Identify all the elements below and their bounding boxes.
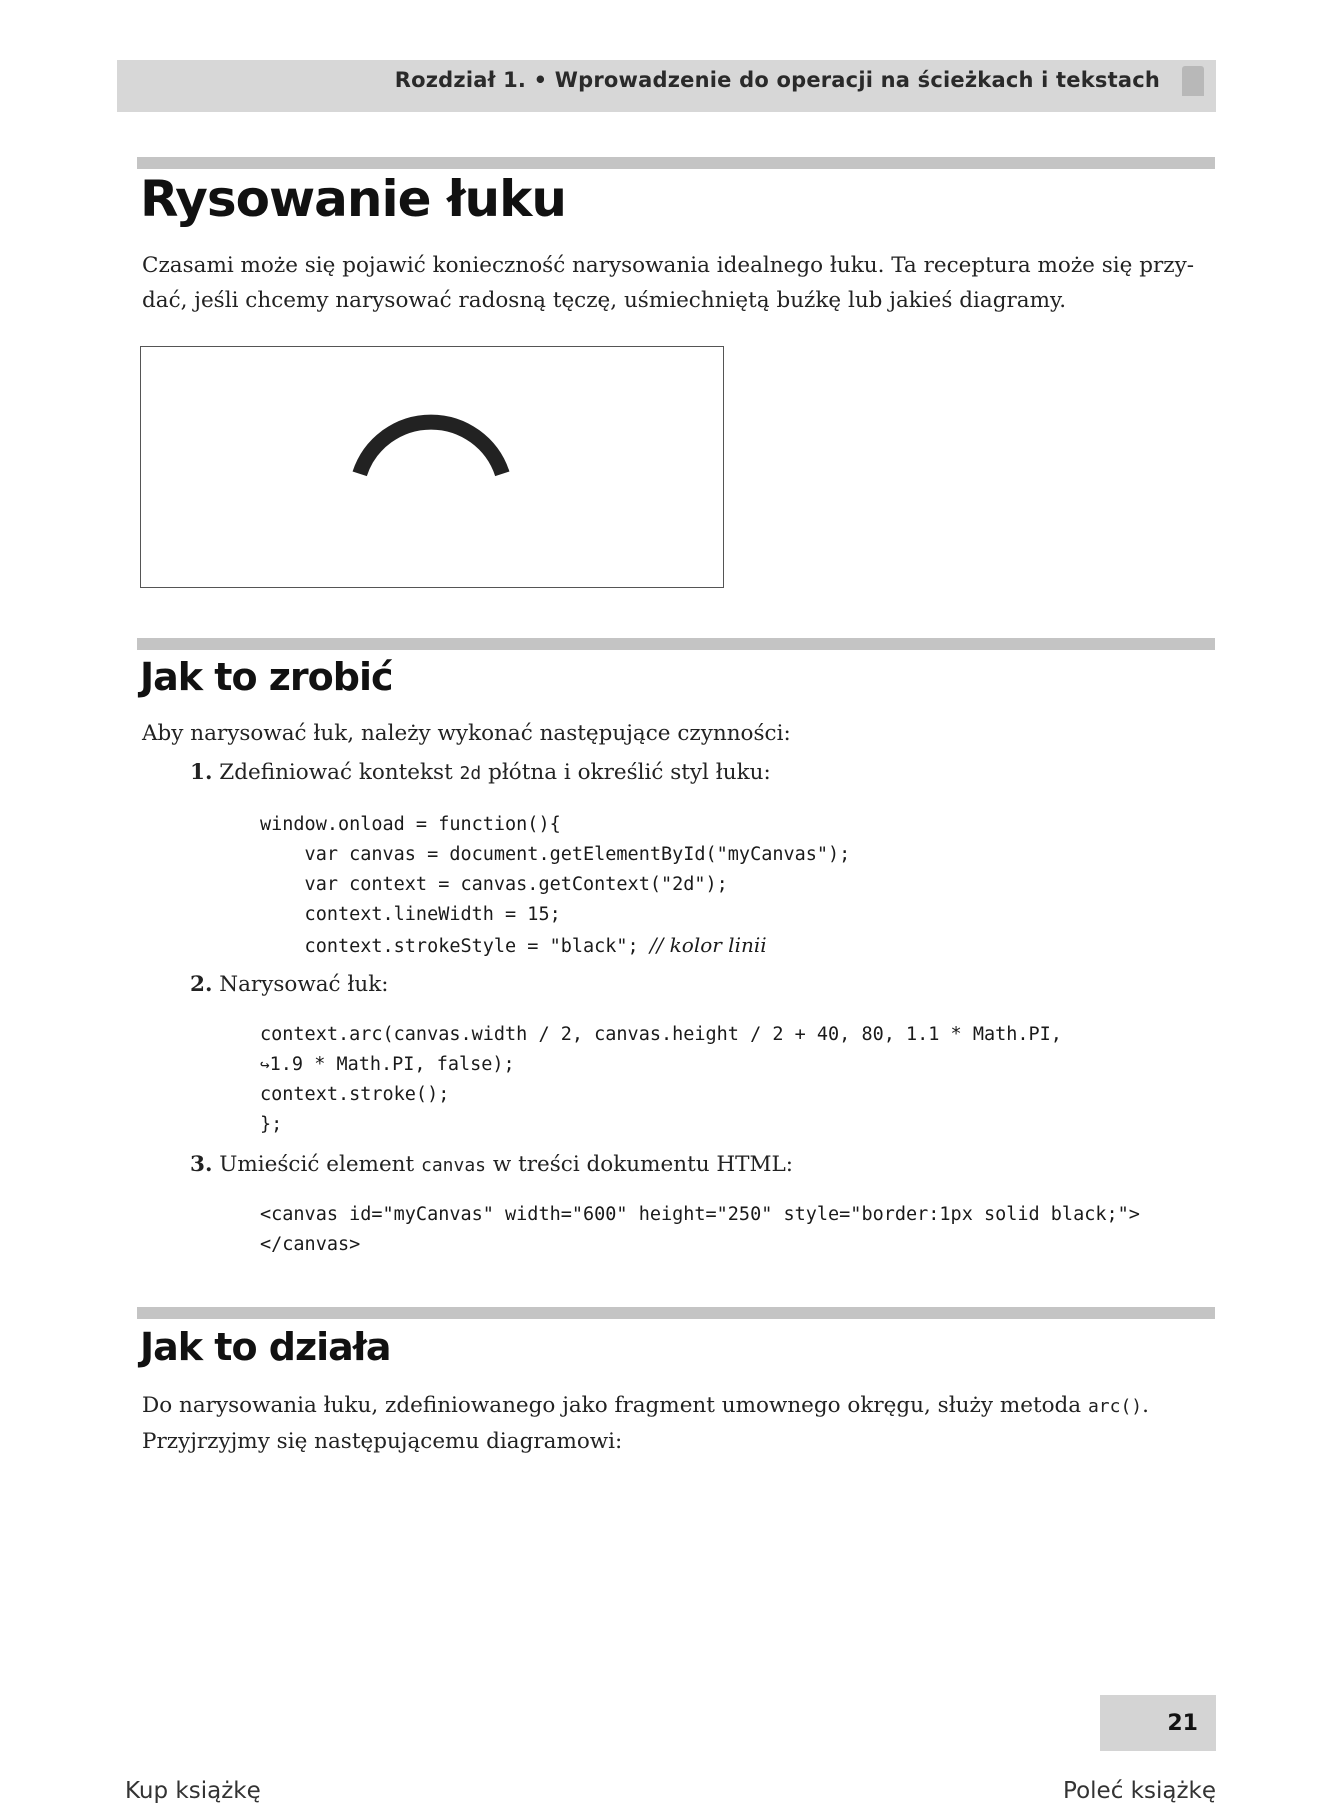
how-it-works-line-2: Przyjrzyjmy się następującemu diagramowi: — [142, 1429, 623, 1454]
code-line: context.stroke(); — [260, 1084, 450, 1105]
code-comment: // kolor linii — [649, 933, 767, 957]
step-3-text-b: w treści dokumentu HTML: — [486, 1152, 794, 1177]
how-it-works-paragraph — [142, 1388, 1214, 1459]
page-number: 21 — [1167, 1711, 1198, 1736]
code-line: window.onload = function(){ — [260, 814, 561, 835]
arc-method-code: arc() — [1087, 1396, 1143, 1417]
step-3-number: 3. — [190, 1152, 213, 1177]
how-to-lead: Aby narysować łuk, należy wykonać następujące czynności: — [142, 721, 791, 746]
line-continuation-icon: ↪ — [260, 1055, 270, 1074]
step-1-text-a: Zdefiniować kontekst — [219, 760, 460, 785]
code-block-1 — [260, 810, 850, 962]
step-2 — [190, 972, 389, 997]
step-3-text-a: Umieścić element — [219, 1152, 421, 1177]
page-number-box — [1100, 1695, 1216, 1751]
section-rule-how-it-works — [137, 1307, 1215, 1319]
page-title: Rysowanie łuku — [140, 170, 566, 228]
code-block-3 — [260, 1200, 1140, 1260]
code-line: }; — [260, 1114, 283, 1135]
code-block-2 — [260, 1020, 1062, 1140]
code-line — [260, 930, 850, 962]
intro-line-2: dać, jeśli chcemy narysować radosną tęczę, uśmiechniętą buźkę lub jakieś diagramy. — [142, 288, 1067, 313]
step-3-code: canvas — [421, 1155, 487, 1176]
code-text: 1.9 * Math.PI, false); — [269, 1054, 515, 1075]
step-2-text: Narysować łuk: — [219, 972, 389, 997]
code-line: context.lineWidth = 15; — [260, 904, 561, 925]
code-line: var context = canvas.getContext("2d"); — [260, 874, 728, 895]
intro-line-1: Czasami może się pojawić konieczność narysowania idealnego łuku. Ta receptura może się przy- — [142, 253, 1194, 278]
step-3 — [190, 1152, 793, 1177]
section-rule-how-to — [137, 638, 1215, 650]
step-1-code: 2d — [459, 763, 482, 784]
arc-stroke — [360, 422, 503, 474]
step-2-number: 2. — [190, 972, 213, 997]
code-line: <canvas id="myCanvas" width="600" height="250" style="border:1px solid black;"> — [260, 1204, 1140, 1225]
section-heading-how-it-works: Jak to działa — [140, 1325, 391, 1369]
code-line: context.arc(canvas.width / 2, canvas.height / 2 + 40, 80, 1.1 * Math.PI, — [260, 1024, 1062, 1045]
header-tab-marker — [1182, 66, 1204, 96]
recommend-book-link[interactable]: Poleć książkę — [1063, 1778, 1216, 1804]
buy-book-link[interactable]: Kup książkę — [125, 1778, 261, 1804]
how-it-works-text-b: . — [1142, 1393, 1149, 1418]
code-line: var canvas = document.getElementById("myCanvas"); — [260, 844, 851, 865]
arc-illustration — [141, 347, 722, 586]
code-line: </canvas> — [260, 1234, 361, 1255]
step-1 — [190, 760, 771, 785]
section-rule-title — [137, 157, 1215, 169]
intro-paragraph — [142, 248, 1214, 318]
step-1-number: 1. — [190, 760, 213, 785]
section-heading-how-to: Jak to zrobić — [140, 655, 393, 699]
running-header — [117, 60, 1216, 112]
running-header-text: Rozdział 1. • Wprowadzenie do operacji na ścieżkach i tekstach — [394, 68, 1160, 92]
step-1-text-b: płótna i określić styl łuku: — [481, 760, 771, 785]
how-it-works-text-a: Do narysowania łuku, zdefiniowanego jako fragment umownego okręgu, służy metoda — [142, 1393, 1088, 1418]
canvas-arc-figure — [140, 346, 724, 588]
code-line — [260, 1050, 1062, 1080]
code-text: context.strokeStyle = "black"; — [260, 936, 650, 957]
